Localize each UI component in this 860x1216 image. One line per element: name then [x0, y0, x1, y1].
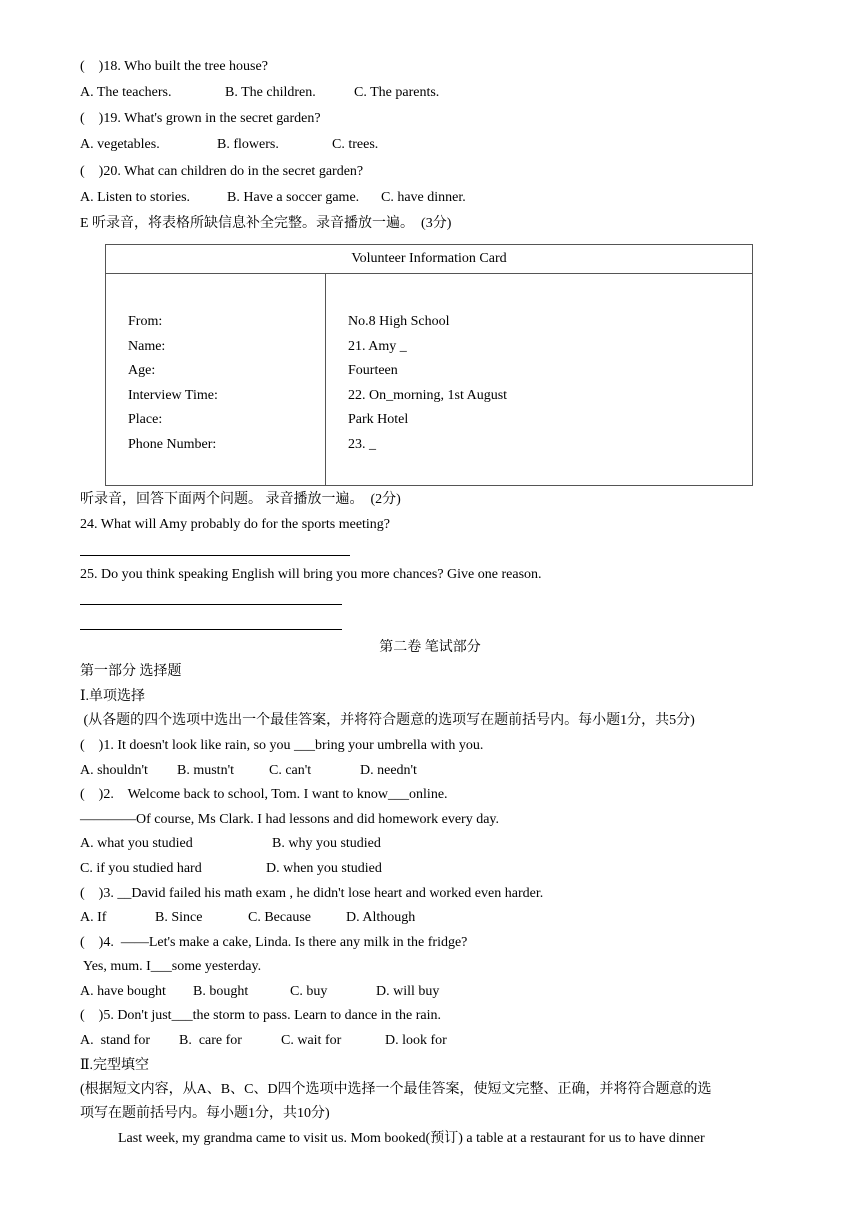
section-2-instruction-line-2: 项写在题前括号内。每小题1分，共10分) [80, 1106, 330, 1121]
card-value-interview-time: 22. On_morning, 1st August [348, 387, 508, 403]
q18-option-c: C. The parents. [354, 85, 440, 100]
part-one-title: 第一部分 选择题 [80, 664, 182, 679]
question-4-reply: Yes, mum. I___some yesterday. [80, 959, 262, 974]
card-label-interview-time: Interview Time: [128, 387, 218, 403]
card-label-place: Place: [128, 412, 163, 428]
volunteer-information-card [105, 244, 753, 486]
question-24: 24. What will Amy probably do for the sports meeting? [80, 517, 391, 532]
question-25: 25. Do you think speaking English will bring you more chances? Give one reason. [80, 567, 542, 582]
q4-option-c: C. buy [290, 984, 328, 999]
q2-option-a: A. what you studied [80, 836, 193, 851]
question-2: ( )2. Welcome back to school, Tom. I want to know___online. [80, 787, 448, 802]
q5-option-b: B. care for [179, 1033, 242, 1048]
q4-option-b: B. bought [193, 984, 249, 999]
question-18: ( )18. Who built the tree house? [80, 59, 268, 74]
card-label-from: From: [128, 314, 163, 329]
q1-option-a: A. shouldn't [80, 763, 148, 778]
card-label-age: Age: [128, 363, 156, 379]
card-value-place: Park Hotel [348, 412, 409, 428]
section-1-instruction: (从各题的四个选项中选出一个最佳答案，并将符合题意的选项写在题前括号内。每小题1分，共5分) [80, 713, 695, 728]
section-2-instruction-line-1: (根据短文内容，从A、B、C、D四个选项中选择一个最佳答案，使短文完整、正确，并将符合题意的选 [80, 1082, 712, 1097]
q3-option-c: C. Because [248, 910, 311, 925]
q3-option-d: D. Although [346, 910, 416, 925]
answer-line-24[interactable] [80, 555, 350, 556]
q18-option-b: B. The children. [225, 85, 316, 100]
volume-title: 第二卷 笔试部分 [379, 640, 481, 655]
q5-option-a: A. stand for [80, 1033, 150, 1048]
question-20: ( )20. What can children do in the secret garden? [80, 164, 364, 179]
q1-option-b: B. mustn't [177, 763, 234, 778]
question-2-reply: ————Of course, Ms Clark. I had lessons and did homework every day. [80, 812, 500, 827]
q4-option-d: D. will buy [376, 984, 440, 999]
q5-option-c: C. wait for [281, 1033, 342, 1048]
card-label-phone-number: Phone Number: [128, 436, 217, 452]
q20-option-b: B. Have a soccer game. [227, 190, 360, 205]
question-3: ( )3. __David failed his math exam , he didn't lose heart and worked even harder. [80, 886, 544, 901]
section-2-title: Ⅱ.完型填空 [80, 1058, 150, 1073]
question-19: ( )19. What's grown in the secret garden? [80, 111, 321, 126]
q19-option-a: A. vegetables. [80, 137, 160, 152]
answer-section-instruction: 听录音，回答下面两个问题。 录音播放一遍。 (2分) [80, 492, 401, 507]
section-e-instruction: E 听录音，将表格所缺信息补全完整。录音播放一遍。 (3分) [80, 216, 452, 231]
q1-option-d: D. needn't [360, 763, 417, 778]
q18-option-a: A. The teachers. [80, 85, 172, 100]
q5-option-d: D. look for [385, 1033, 447, 1048]
card-values-column [326, 274, 753, 486]
question-4: ( )4. ——Let's make a cake, Linda. Is there any milk in the fridge? [80, 935, 468, 950]
q3-option-b: B. Since [155, 910, 203, 925]
q19-option-c: C. trees. [332, 137, 379, 152]
card-value-age: Fourteen [348, 363, 398, 379]
card-label-name: Name: [128, 338, 166, 354]
q2-option-d: D. when you studied [266, 861, 382, 876]
card-labels-column [106, 274, 326, 486]
card-value-phone-number: 23. _ [348, 436, 376, 452]
question-5: ( )5. Don't just___the storm to pass. Learn to dance in the rain. [80, 1008, 441, 1023]
q2-option-b: B. why you studied [272, 836, 381, 851]
q2-option-c: C. if you studied hard [80, 861, 202, 876]
answer-line-25-a[interactable] [80, 604, 342, 605]
card-title: Volunteer Information Card [106, 245, 753, 274]
card-value-from: No.8 High School [348, 314, 450, 329]
q20-option-a: A. Listen to stories. [80, 190, 191, 205]
card-value-name: 21. Amy _ [348, 338, 407, 354]
passage-line-1: Last week, my grandma came to visit us. Mom booked(预订) a table at a restaurant for us to have dinner [118, 1131, 705, 1146]
section-1-title: Ⅰ.单项选择 [80, 689, 146, 704]
q20-option-c: C. have dinner. [381, 190, 466, 205]
answer-line-25-b[interactable] [80, 629, 342, 630]
q3-option-a: A. If [80, 910, 107, 925]
q19-option-b: B. flowers. [217, 137, 279, 152]
q4-option-a: A. have bought [80, 984, 166, 999]
q1-option-c: C. can't [269, 763, 312, 778]
question-1: ( )1. It doesn't look like rain, so you ___bring your umbrella with you. [80, 738, 484, 753]
